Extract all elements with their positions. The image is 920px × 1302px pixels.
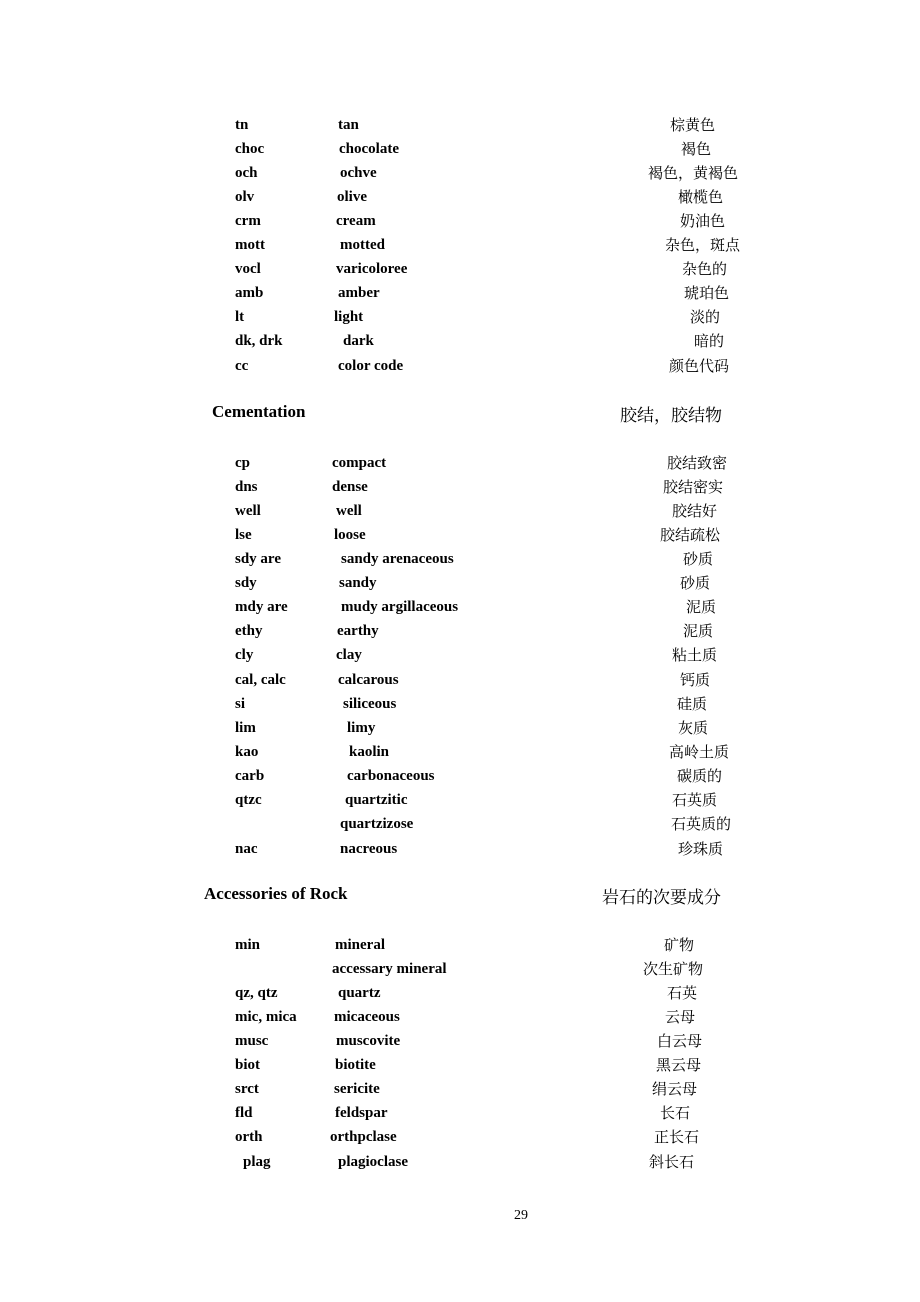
abbreviation: olv bbox=[235, 189, 255, 205]
abbreviation: min bbox=[235, 937, 261, 953]
chinese-term: 泥质 bbox=[683, 622, 714, 640]
abbreviation: well bbox=[235, 503, 261, 519]
chinese-term: 棕黄色 bbox=[670, 116, 716, 134]
chinese-term: 胶结致密 bbox=[667, 454, 728, 472]
abbreviation: orth bbox=[235, 1129, 263, 1145]
english-term: sericite bbox=[334, 1081, 380, 1097]
english-term: motted bbox=[340, 237, 385, 253]
table-row bbox=[0, 475, 920, 499]
section-heading-accessories: Accessories of Rock bbox=[204, 884, 348, 903]
table-row bbox=[0, 764, 920, 788]
table-row bbox=[0, 571, 920, 595]
chinese-term: 橄榄色 bbox=[678, 188, 724, 206]
english-term: kaolin bbox=[349, 744, 390, 760]
english-term: dense bbox=[332, 479, 368, 495]
abbreviation: mic, mica bbox=[235, 1009, 297, 1025]
abbreviation: biot bbox=[235, 1057, 261, 1073]
chinese-term: 次生矿物 bbox=[643, 960, 704, 978]
table-row bbox=[0, 1150, 920, 1174]
table-row bbox=[0, 740, 920, 764]
abbreviation: dk, drk bbox=[235, 333, 283, 349]
table-row bbox=[0, 113, 920, 137]
english-term: amber bbox=[338, 285, 380, 301]
page-number: 29 bbox=[514, 1208, 528, 1223]
abbreviation: cly bbox=[235, 647, 254, 663]
table-row bbox=[0, 1125, 920, 1149]
english-term: dark bbox=[343, 333, 374, 349]
table-row bbox=[0, 619, 920, 643]
abbreviation: lim bbox=[235, 720, 256, 736]
chinese-term: 颜色代码 bbox=[669, 357, 730, 375]
chinese-term: 钙质 bbox=[680, 671, 711, 689]
abbreviation: si bbox=[235, 696, 246, 712]
english-term: quartzizose bbox=[340, 816, 414, 832]
chinese-term: 白云母 bbox=[657, 1032, 703, 1050]
abbreviation: cc bbox=[235, 358, 249, 374]
table-row bbox=[0, 957, 920, 981]
abbreviation: lse bbox=[235, 527, 252, 543]
table-row bbox=[0, 668, 920, 692]
chinese-term: 长石 bbox=[660, 1104, 691, 1122]
table-row bbox=[0, 547, 920, 571]
abbreviation: dns bbox=[235, 479, 258, 495]
english-term: tan bbox=[338, 117, 359, 133]
chinese-term: 正长石 bbox=[654, 1128, 700, 1146]
chinese-term: 褐色 bbox=[681, 140, 712, 158]
english-term: limy bbox=[347, 720, 376, 736]
chinese-term: 绢云母 bbox=[652, 1080, 698, 1098]
chinese-term: 矿物 bbox=[664, 936, 695, 954]
english-term: plagioclase bbox=[338, 1154, 408, 1170]
english-term: clay bbox=[336, 647, 362, 663]
abbreviation: tn bbox=[235, 117, 249, 133]
abbreviation: musc bbox=[235, 1033, 269, 1049]
english-term: color code bbox=[338, 358, 404, 374]
table-row bbox=[0, 451, 920, 475]
table-row bbox=[0, 281, 920, 305]
english-term: biotite bbox=[335, 1057, 376, 1073]
english-term: feldspar bbox=[335, 1105, 388, 1121]
abbreviation: kao bbox=[235, 744, 259, 760]
chinese-term: 黑云母 bbox=[656, 1056, 702, 1074]
abbreviation: amb bbox=[235, 285, 264, 301]
chinese-term: 泥质 bbox=[686, 598, 717, 616]
table-row bbox=[0, 523, 920, 547]
chinese-term: 硅质 bbox=[677, 695, 708, 713]
english-term: micaceous bbox=[334, 1009, 400, 1025]
chinese-term: 砂质 bbox=[680, 574, 711, 592]
english-term: carbonaceous bbox=[347, 768, 435, 784]
english-term: sandy bbox=[339, 575, 377, 591]
abbreviation: plag bbox=[243, 1154, 271, 1170]
chinese-term: 高岭土质 bbox=[669, 743, 730, 761]
english-term: chocolate bbox=[339, 141, 399, 157]
table-row bbox=[0, 595, 920, 619]
chinese-term: 奶油色 bbox=[680, 212, 726, 230]
table-row bbox=[0, 1005, 920, 1029]
chinese-term: 杂色的 bbox=[682, 260, 728, 278]
chinese-term: 胶结好 bbox=[672, 502, 718, 520]
table-row bbox=[0, 233, 920, 257]
english-term: accessary mineral bbox=[332, 961, 447, 977]
english-term: ochve bbox=[340, 165, 377, 181]
table-row bbox=[0, 788, 920, 812]
english-term: orthpclase bbox=[330, 1129, 397, 1145]
chinese-term: 石英质的 bbox=[671, 815, 732, 833]
abbreviation: sdy are bbox=[235, 551, 281, 567]
abbreviation: fld bbox=[235, 1105, 253, 1121]
chinese-term: 灰质 bbox=[678, 719, 709, 737]
english-term: varicoloree bbox=[336, 261, 408, 277]
table-row bbox=[0, 981, 920, 1005]
abbreviation: srct bbox=[235, 1081, 259, 1097]
abbreviation: och bbox=[235, 165, 258, 181]
abbreviation: lt bbox=[235, 309, 245, 325]
english-term: muscovite bbox=[336, 1033, 401, 1049]
chinese-term: 粘土质 bbox=[672, 646, 718, 664]
table-row bbox=[0, 209, 920, 233]
table-row bbox=[0, 305, 920, 329]
abbreviation: mott bbox=[235, 237, 265, 253]
abbreviation: cp bbox=[235, 455, 250, 471]
chinese-term: 淡的 bbox=[690, 308, 721, 326]
table-row bbox=[0, 692, 920, 716]
table-row bbox=[0, 1029, 920, 1053]
table-row bbox=[0, 643, 920, 667]
chinese-term: 砂质 bbox=[683, 550, 714, 568]
chinese-term: 杂色，斑点 bbox=[665, 236, 741, 254]
table-row bbox=[0, 137, 920, 161]
english-term: mudy argillaceous bbox=[341, 599, 459, 615]
abbreviation: crm bbox=[235, 213, 261, 229]
abbreviation: choc bbox=[235, 141, 265, 157]
abbreviation: qz, qtz bbox=[235, 985, 278, 1001]
english-term: mineral bbox=[335, 937, 385, 953]
section-heading-cementation: Cementation bbox=[212, 402, 306, 421]
english-term: compact bbox=[332, 455, 387, 471]
abbreviation: nac bbox=[235, 841, 258, 857]
section-heading-cementation-zh: 胶结，胶结物 bbox=[620, 406, 722, 426]
table-row bbox=[0, 185, 920, 209]
table-row bbox=[0, 716, 920, 740]
abbreviation: ethy bbox=[235, 623, 263, 639]
english-term: calcarous bbox=[338, 672, 399, 688]
table-row bbox=[0, 257, 920, 281]
english-term: olive bbox=[337, 189, 367, 205]
chinese-term: 碳质的 bbox=[677, 767, 723, 785]
english-term: quartzitic bbox=[345, 792, 408, 808]
chinese-term: 褐色，黄褐色 bbox=[648, 164, 739, 182]
abbreviation: vocl bbox=[235, 261, 261, 277]
chinese-term: 石英质 bbox=[672, 791, 718, 809]
chinese-term: 胶结疏松 bbox=[660, 526, 721, 544]
section-heading-accessories-zh: 岩石的次要成分 bbox=[602, 888, 721, 908]
english-term: earthy bbox=[337, 623, 379, 639]
english-term: sandy arenaceous bbox=[341, 551, 454, 567]
table-row bbox=[0, 837, 920, 861]
table-row bbox=[0, 1077, 920, 1101]
english-term: quartz bbox=[338, 985, 381, 1001]
table-row bbox=[0, 161, 920, 185]
table-row bbox=[0, 499, 920, 523]
abbreviation: qtzc bbox=[235, 792, 262, 808]
abbreviation: mdy are bbox=[235, 599, 288, 615]
abbreviation: cal, calc bbox=[235, 672, 286, 688]
table-row bbox=[0, 812, 920, 836]
abbreviation: sdy bbox=[235, 575, 257, 591]
table-row bbox=[0, 933, 920, 957]
table-row bbox=[0, 354, 920, 378]
chinese-term: 斜长石 bbox=[649, 1153, 695, 1171]
table-row bbox=[0, 329, 920, 353]
table-row bbox=[0, 1101, 920, 1125]
english-term: light bbox=[334, 309, 364, 325]
english-term: loose bbox=[334, 527, 366, 543]
table-row bbox=[0, 1053, 920, 1077]
chinese-term: 石英 bbox=[667, 984, 698, 1002]
chinese-term: 胶结密实 bbox=[663, 478, 724, 496]
chinese-term: 琥珀色 bbox=[684, 284, 730, 302]
chinese-term: 云母 bbox=[665, 1008, 696, 1026]
english-term: siliceous bbox=[343, 696, 397, 712]
english-term: nacreous bbox=[340, 841, 398, 857]
abbreviation: carb bbox=[235, 768, 265, 784]
english-term: cream bbox=[336, 213, 376, 229]
english-term: well bbox=[336, 503, 362, 519]
chinese-term: 暗的 bbox=[694, 332, 725, 350]
chinese-term: 珍珠质 bbox=[678, 840, 724, 858]
